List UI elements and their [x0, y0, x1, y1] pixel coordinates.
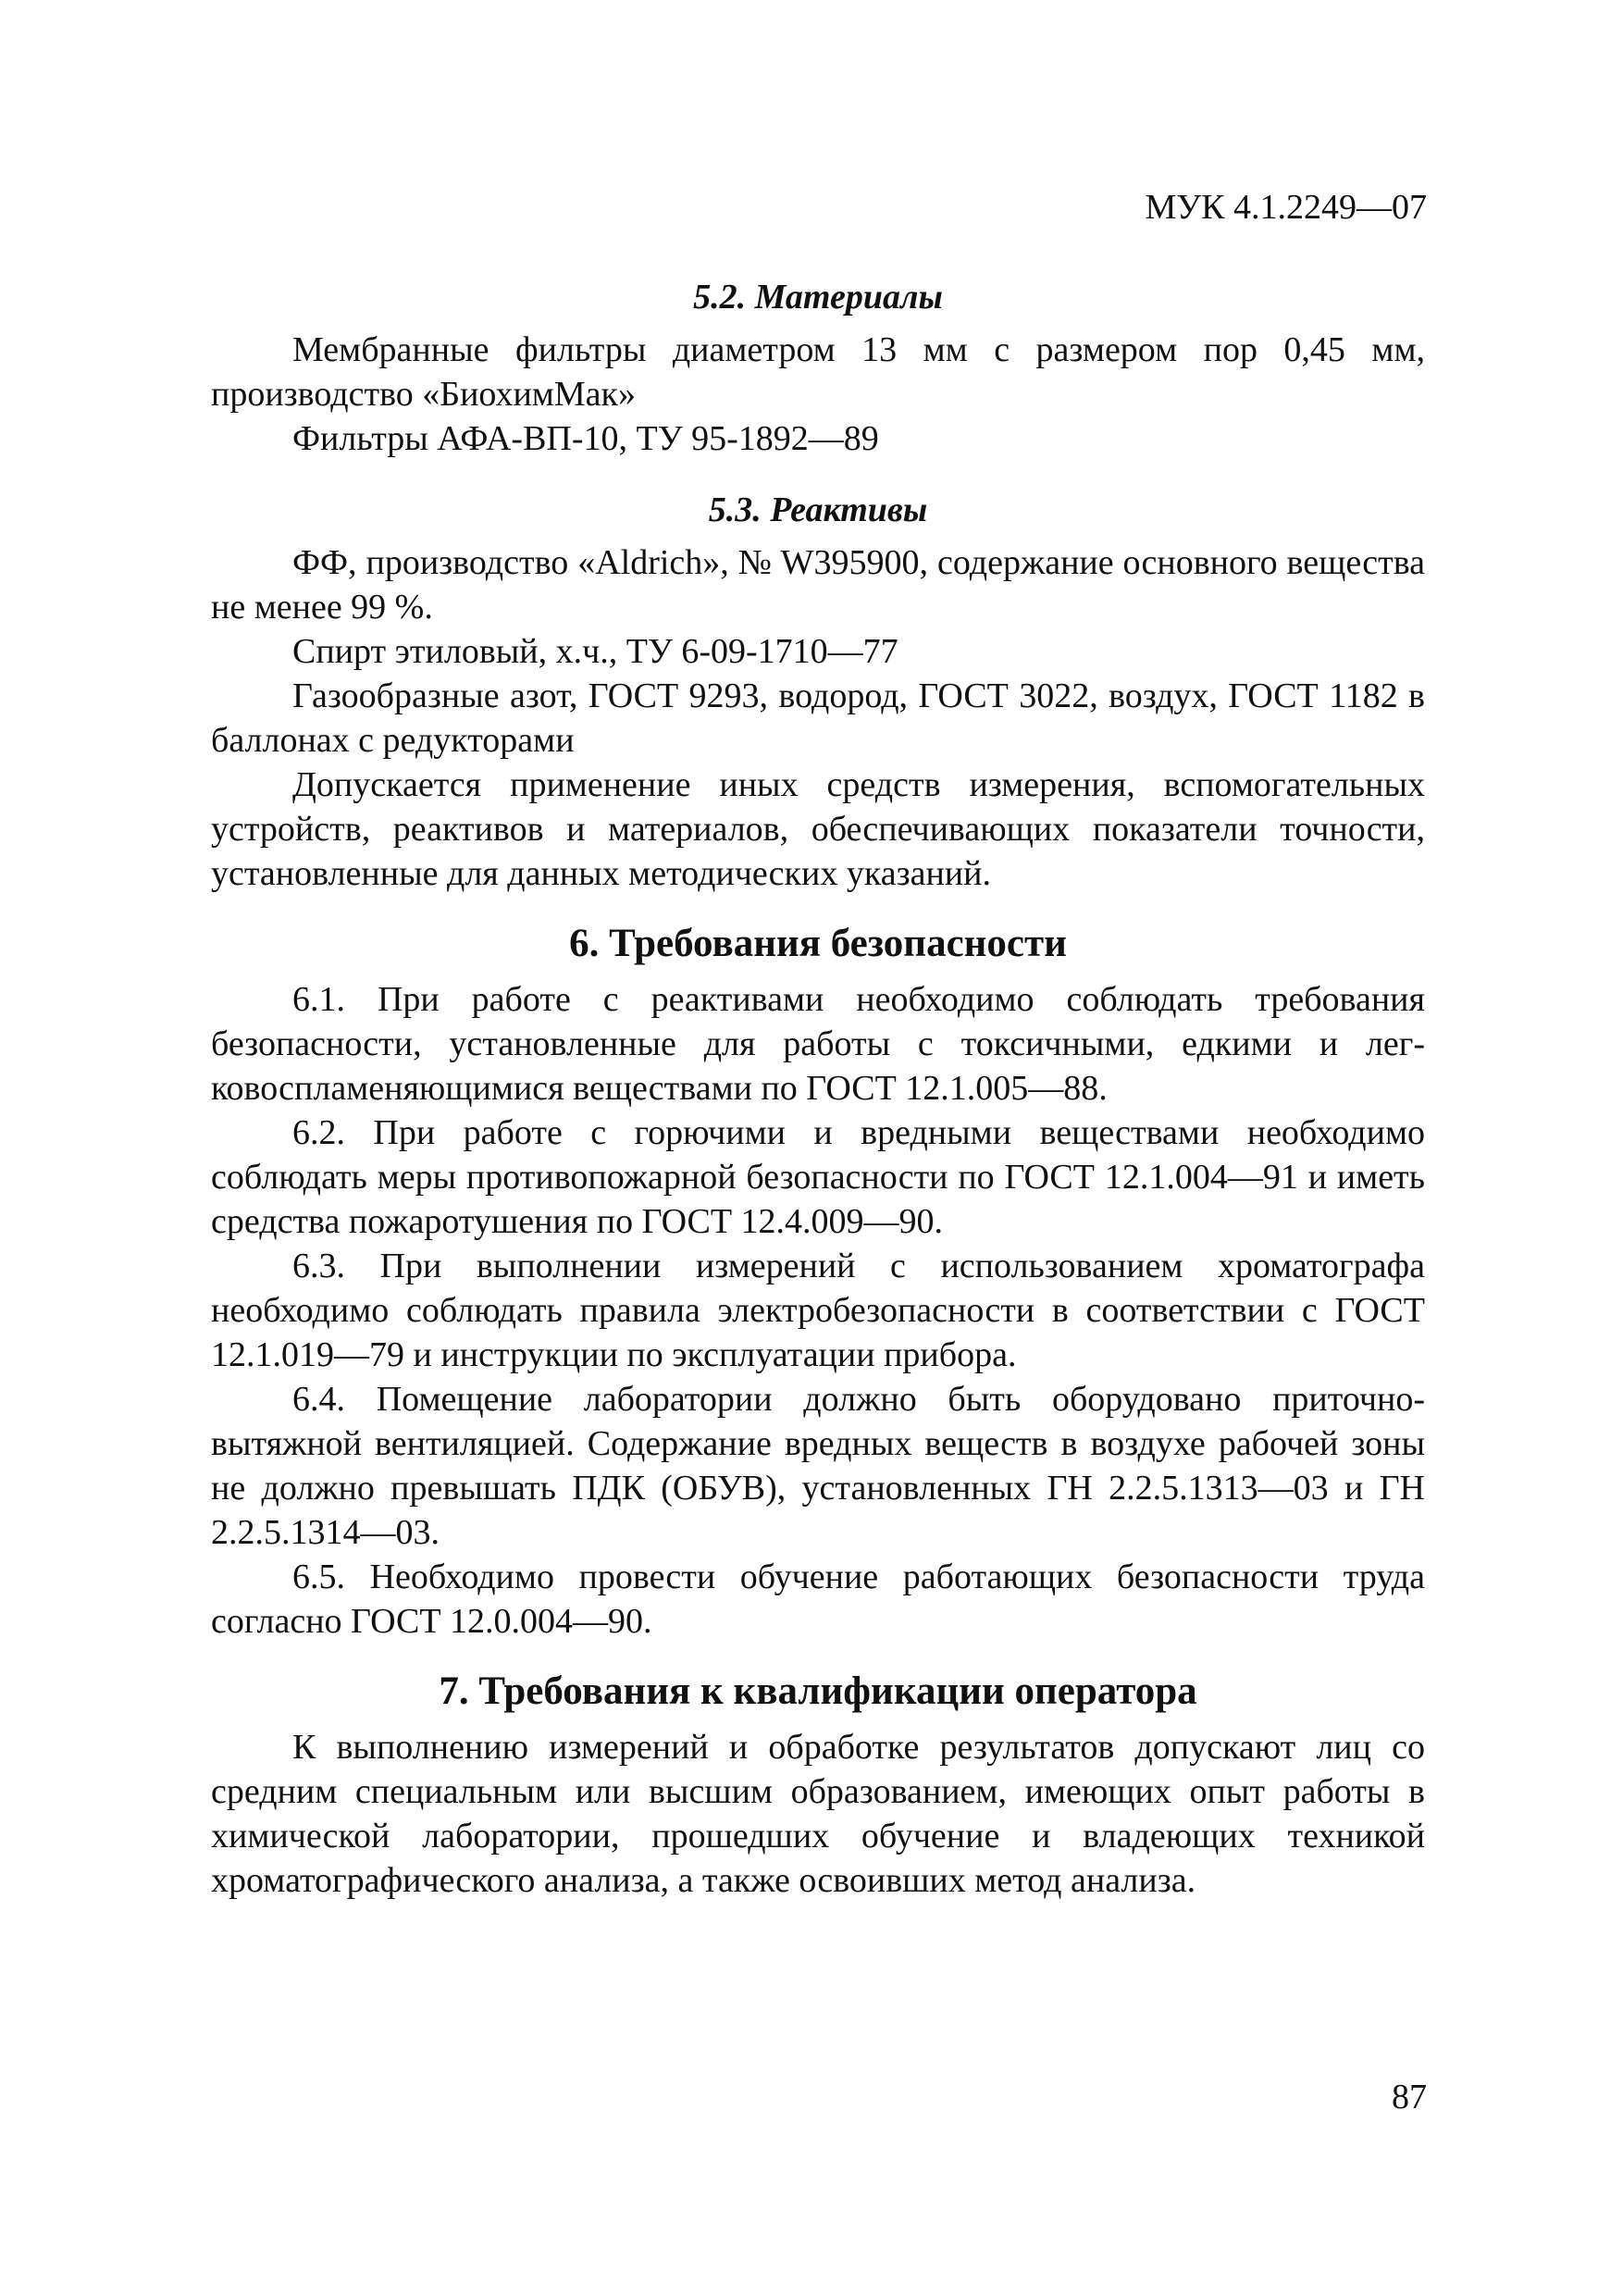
document-code: МУК 4.1.2249—07	[1145, 188, 1427, 227]
section-5-2-paragraph-2: Фильтры АФА-ВП-10, ТУ 95-1892—89	[292, 419, 879, 458]
section-7-paragraph-1: К выполнению измерений и обработке результатов допускают лиц со средним специальным или высшим образованием, имеющих опыт работы в химической лаборатории, прошедших обучение и владеющих техникой хроматографического анализа, а также освоивших метод анализа.	[211, 1728, 1425, 1900]
section-5-3-paragraph-3: Газообразные азот, ГОСТ 9293, водород, ГОСТ 3022, воздух, ГОСТ 1182 в баллонах с редукторами	[211, 676, 1425, 760]
section-6-paragraph-3: 6.3. При выполнении измерений с использованием хроматографа необходимо соблюдать правила электробезопасности в соответствии с ГОСТ 12.1.019—79 и инструкции по эксплуатации прибора.	[211, 1247, 1425, 1374]
section-5-3-paragraph-2: Спирт этиловый, х.ч., ТУ 6-09-1710—77	[292, 632, 898, 671]
section-7-title: 7. Требования к квалификации оператора	[439, 1669, 1197, 1713]
section-5-2-paragraph-1: Мембранные фильтры диаметром 13 мм с размером пор 0,45 мм, производство «БиохимМак»	[211, 330, 1425, 414]
section-6-paragraph-1: 6.1. При работе с реактивами необходимо соблюдать требования безопасности, установленные для работы с токсичными, едкими и легковоспламеняющимися веществами по ГОСТ 12.1.005—88.	[211, 980, 1425, 1108]
section-6-paragraph-5: 6.5. Необходимо провести обучение работающих безопасности труда согласно ГОСТ 12.0.004—90.	[211, 1558, 1425, 1641]
section-6-paragraph-4: 6.4. Помещение лаборатории должно быть оборудовано приточно-вытяжной вентиляцией. Содержание вредных веществ в воздухе рабочей зоны не должно превышать ПДК (ОБУВ), установленных ГН 2.2.5.1313—03 и ГН 2.2.5.1314—03.	[211, 1380, 1425, 1552]
page-number: 87	[1392, 2078, 1427, 2116]
section-5-3-paragraph-4: Допускается применение иных средств измерения, вспомогательных устройств, реактивов и материалов, обеспечивающих показатели точности, установленные для данных методических указаний.	[211, 765, 1425, 893]
section-5-2-title: 5.2. Материалы	[693, 278, 943, 316]
section-5-3-title: 5.3. Реактивы	[708, 490, 928, 529]
page-content	[211, 274, 1425, 1903]
section-6-title: 6. Требования безопасности	[569, 922, 1067, 965]
section-5-3-paragraph-1: ФФ, производство «Aldrich», № W395900, содержание основного вещества не менее 99 %.	[211, 543, 1425, 627]
section-6-paragraph-2: 6.2. При работе с горючими и вредными веществами необходимо соблюдать меры противопожарной безопасности по ГОСТ 12.1.004—91 и иметь средства пожаротушения по ГОСТ 12.4.009—90.	[211, 1113, 1425, 1241]
